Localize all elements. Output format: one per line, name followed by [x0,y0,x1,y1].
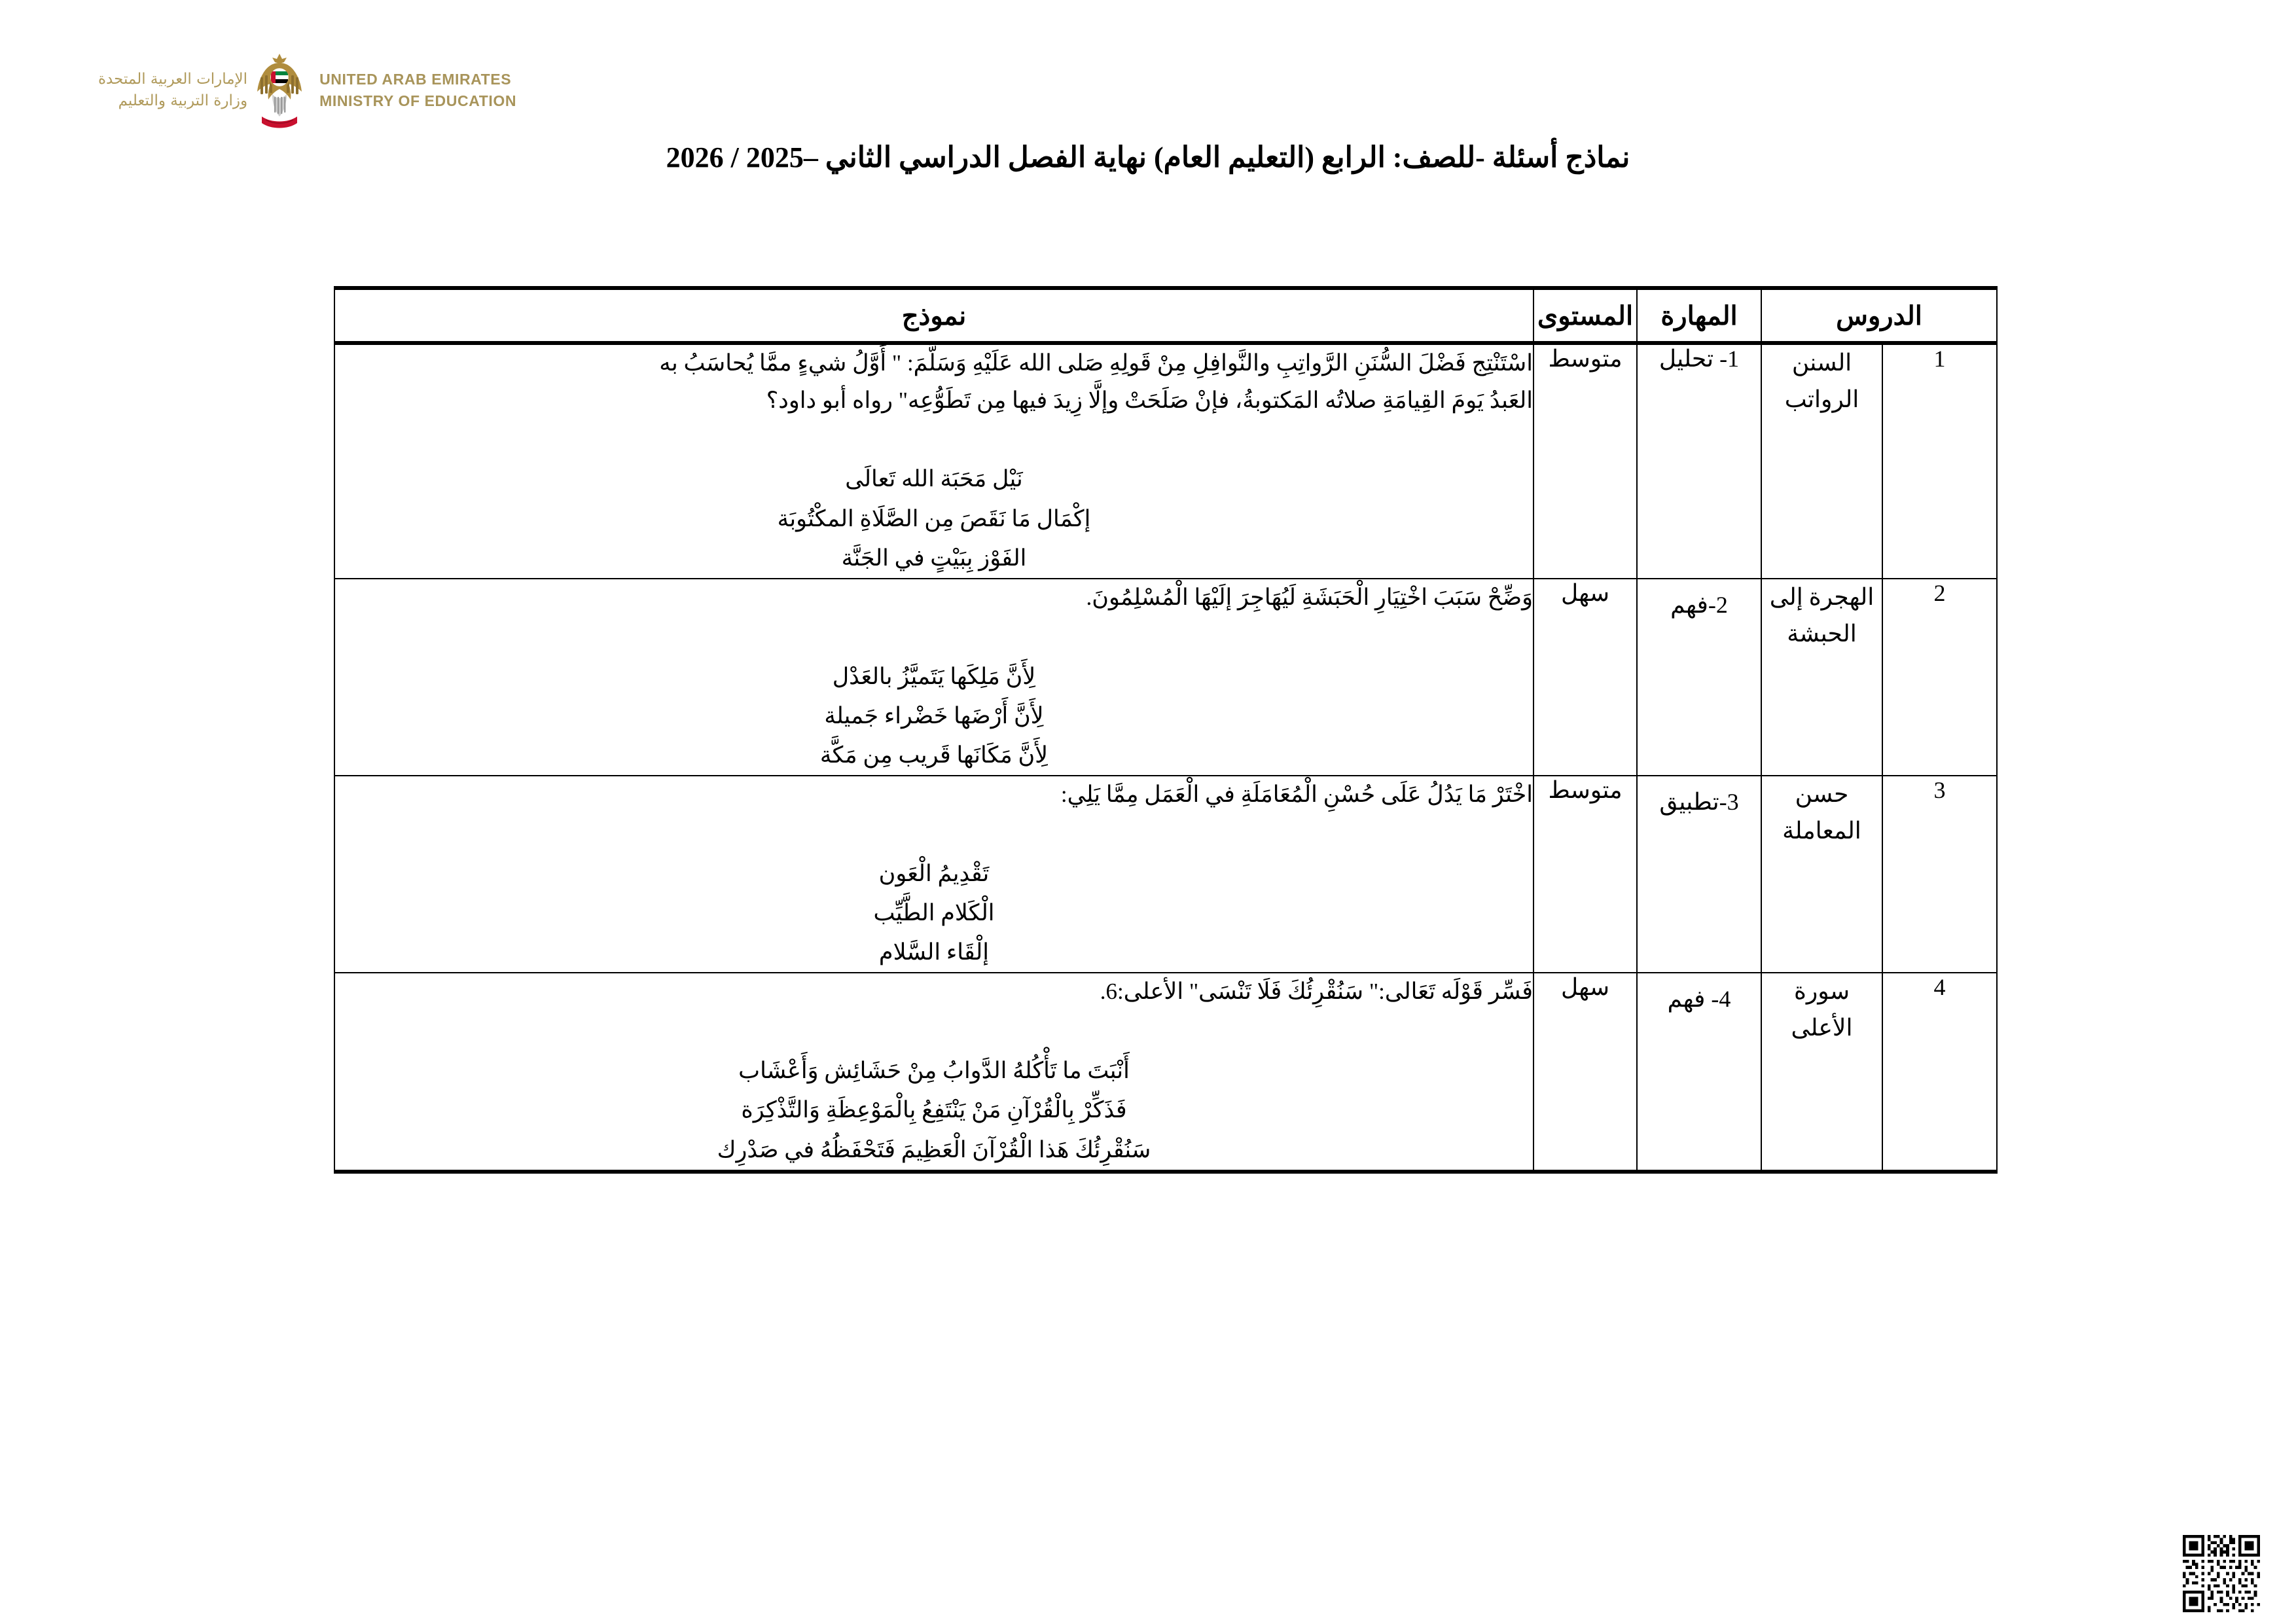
ministry-logo-english-line1: UNITED ARAB EMIRATES [319,71,512,88]
table-row [334,973,1997,1171]
row-model [334,343,1534,579]
answer-options [335,657,1533,776]
table-header-row [334,288,1997,343]
answer-option[interactable]: الفَوْز بِبَيْتٍ في الجَنَّة [841,545,1027,571]
question-line: فَسِّر قَوْلَه تَعَالى:" سَنُقْرِئُكَ فَلَا تَنْسَى" الأعلى:6. [1100,979,1533,1005]
answer-option[interactable]: إلْقَاء السَّلام [878,939,990,965]
ministry-logo-arabic-line1: الإمارات العربية المتحدة [98,70,248,88]
question-line: العَبدُ يَومَ القِيامَةِ صلاتُه المَكتوبةُ، فإنْ صَلَحَتْ وإلَّا زِيدَ فيها مِن تَطَوُّعِه" رواه أبو داود؟ [766,387,1533,413]
answer-options [335,854,1533,973]
ministry-logo [92,45,550,136]
ministry-logo-english-line2: MINISTRY OF EDUCATION [319,92,517,109]
row-lesson: السنن الرواتب [1761,343,1882,579]
row-number: 1 [1882,343,1997,579]
row-number: 3 [1882,776,1997,973]
row-level: متوسط [1534,343,1637,579]
row-skill: 1- تحليل [1637,343,1761,579]
question-line: اسْتَنْتِج فَضْلَ السُّنَنِ الرَّواتِبِ والنَّوافِلِ مِنْ قَولِهِ صَلى الله عَلَيْهِ وَسَلَّمَ: " أَوَّلُ شيءٍ ممَّا يُحاسَبُ به [659,350,1533,376]
column-header-model: نموذج [334,288,1534,343]
answer-option[interactable]: إكْمَال مَا نَقَصَ مِن الصَّلَاةِ المكْتُوبَة [777,505,1091,532]
row-lesson: سورة الأعلى [1761,973,1882,1171]
column-header-lessons: الدروس [1761,288,1997,343]
answer-option[interactable]: نَيْل مَحَبَة الله تَعالَى [845,466,1023,492]
row-lesson: حسن المعاملة [1761,776,1882,973]
exam-table [334,286,1998,1174]
row-lesson: الهجرة إلى الحبشة [1761,579,1882,776]
column-header-level: المستوى [1534,288,1637,343]
row-skill: 3-تطبيق [1637,776,1761,973]
question-line: اخْتَرْ مَا يَدُلُ عَلَى حُسْنِ الْمُعَامَلَةِ في الْعَمَل مِمَّا يَلِي: [1060,782,1533,808]
answer-option[interactable]: تَقْدِيمُ الْعَون [878,860,990,886]
answer-option[interactable]: لِأَنَّ مَكَانَها قَريب مِن مَكَّة [819,742,1049,768]
answer-option[interactable]: لِأَنَّ مَلِكَها يَتَميَّزُ بالعَدْل [832,663,1036,689]
column-header-skill: المهارة [1637,288,1761,343]
ministry-logo-english-text [319,69,516,111]
row-number: 4 [1882,973,1997,1171]
table-row [334,776,1997,973]
answer-options [335,460,1533,578]
row-level: سهل [1534,579,1637,776]
row-skill: 2-فهم [1637,579,1761,776]
row-number: 2 [1882,579,1997,776]
page-title: نماذج أسئلة -للصف: الرابع (التعليم العام) نهاية الفصل الدراسي الثاني –2025 / 2026 [666,141,1630,173]
answer-option[interactable]: لِأَنَّ أَرْضَها خَضْراء جَميلة [824,702,1044,729]
answer-options [335,1051,1533,1170]
question-text [335,973,1533,1011]
answer-option[interactable]: فَذَكِّرْ بِالْقُرْآنِ مَنْ يَنْتَفِعُ بِالْمَوْعِظَةِ وَالتَّذْكِرَة [741,1097,1127,1123]
question-text [335,345,1533,419]
answer-option[interactable]: الْكَلام الطَّيِّب [873,900,995,926]
exam-table-container [335,286,1998,1174]
answer-option[interactable]: أَنْبَتَ ما تَأْكُلهُ الدَّوابُ مِنْ حَشَائِش وَأَعْشَاب [738,1058,1130,1084]
ministry-logo-arabic-text [98,69,247,113]
ministry-logo-arabic-line2: وزارة التربية والتعليم [118,92,248,109]
answer-option[interactable]: سَنُقْرِئُكَ هَذا الْقُرْآنَ الْعَظِيمَ فَتَحْفَظُهُ في صَدْرِك [717,1136,1151,1163]
row-model [334,973,1534,1171]
question-text [335,579,1533,617]
row-model [334,776,1534,973]
question-text [335,776,1533,814]
question-line: وَضِّحْ سَبَبَ اخْتِيَارِ الْحَبَشَةِ لَيُهَاجِرَ إلَيْهَا الْمُسْلِمُونَ. [1086,584,1533,610]
row-level: متوسط [1534,776,1637,973]
row-level: سهل [1534,973,1637,1171]
table-row [334,343,1997,579]
table-row [334,579,1997,776]
qr-code[interactable] [2183,1535,2260,1612]
row-model [334,579,1534,776]
uae-falcon-emblem-icon [253,51,306,130]
row-skill: 4- فهم [1637,973,1761,1171]
